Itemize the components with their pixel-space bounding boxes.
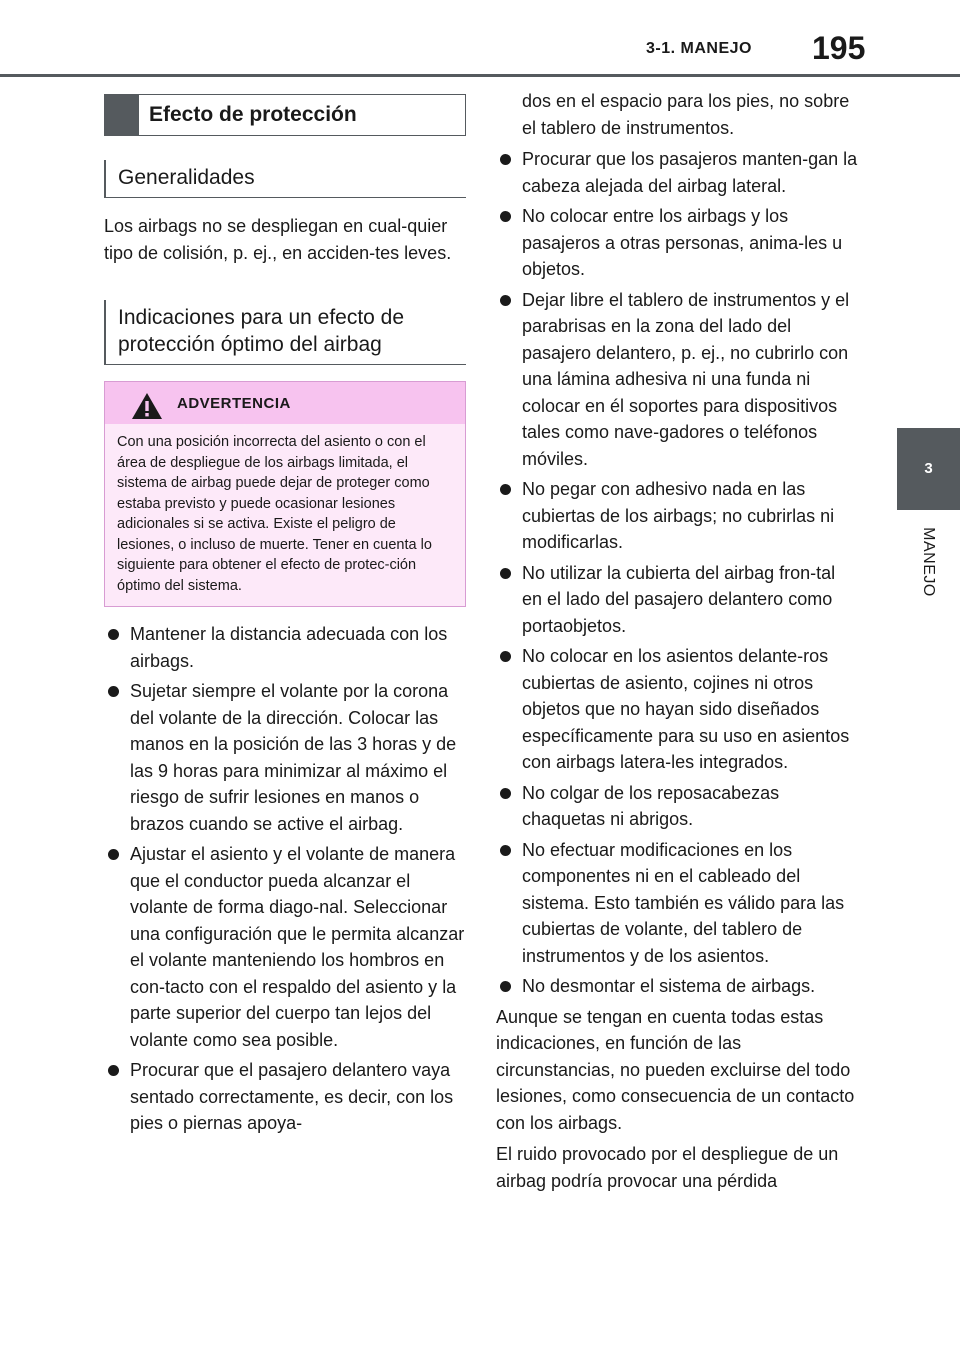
list-item: No desmontar el sistema de airbags.: [496, 973, 858, 1000]
header-divider: [0, 74, 960, 77]
warning-triangle-icon: [131, 392, 163, 420]
section-heading: Efecto de protección: [149, 103, 357, 126]
bullet-icon: [500, 845, 511, 856]
list-item: Sujetar siempre el volante por la corona del volante de la dirección. Colocar las manos en la posición de las 3 horas y de las 9 horas para minimizar al máximo el riesgo de sufrir lesiones en manos o brazos cuando se active el airbag.: [104, 678, 466, 837]
closing-paragraph-2: El ruido provocado por el despliegue de un airbag podría provocar una pérdida: [496, 1144, 839, 1191]
list-item: Dejar libre el tablero de instrumentos y el parabrisas en la zona del lado del pasajero delantero, p. ej., no cubrirlo con una lámina adhesiva ni una funda ni colocar en él soportes para dispositivos tales como nave-gadores o teléfonos móviles.: [496, 287, 858, 473]
list-item: No colocar en los asientos delante-ros cubiertas de asiento, cojines ni otros objetos que no hayan sido diseñados específicamente para su uso en asientos con airbags latera-les integrados.: [496, 643, 858, 776]
bullet-icon: [500, 981, 511, 992]
bullet-icon: [108, 686, 119, 697]
title-accent-bar: [105, 95, 139, 135]
bullet-icon: [500, 568, 511, 579]
bullet-icon: [500, 788, 511, 799]
subheading-indicaciones: Indicaciones para un efecto de protección óptimo del airbag: [104, 300, 466, 365]
closing-paragraph-1: Aunque se tengan en cuenta todas estas indicaciones, en función de las circunstancias, no pueden excluirse del todo lesiones, como consecuencia de un contacto con los airbags.: [496, 1006, 855, 1133]
warning-box: [104, 381, 466, 607]
list-item: No efectuar modificaciones en los componentes ni en el cableado del sistema. Esto también es válido para las cubiertas de volante, del tablero de instrumentos y de los asientos.: [496, 837, 858, 970]
bullet-icon: [500, 211, 511, 222]
list-item: Procurar que los pasajeros manten-gan la cabeza alejada del airbag lateral.: [496, 146, 858, 199]
page-number: 195: [812, 30, 866, 66]
list-item: Ajustar el asiento y el volante de manera que el conductor pueda alcanzar el volante de forma diago-nal. Seleccionar una configuración que le permita alcanzar el volante manteniendo los hombros en con-tacto con el respaldo del asiento y la parte superior del cuerpo tan lejos del volante como sea posible.: [104, 841, 466, 1053]
right-column: [496, 88, 858, 1194]
chapter-tab[interactable]: 3: [897, 428, 960, 510]
bullet-icon: [108, 1065, 119, 1076]
section-title: 3-1. MANEJO: [646, 40, 752, 57]
continuation-text: dos en el espacio para los pies, no sobre el tablero de instrumentos.: [522, 91, 850, 138]
list-item: No pegar con adhesivo nada en las cubiertas de los airbags; no cubrirlas ni modificarlas.: [496, 476, 858, 556]
bullet-icon: [500, 295, 511, 306]
subheading-generalidades: Generalidades: [104, 160, 466, 198]
section-title-box: [104, 94, 466, 136]
bullet-icon: [108, 629, 119, 640]
bullet-icon: [108, 849, 119, 860]
chapter-label-text: MANEJO: [920, 527, 937, 597]
chapter-label: [895, 521, 960, 603]
list-item: Procurar que el pasajero delantero vaya sentado correctamente, es decir, con los pies o piernas apoya-: [104, 1057, 466, 1137]
list-item: No colgar de los reposacabezas chaquetas ni abrigos.: [496, 780, 858, 833]
list-item: No colocar entre los airbags y los pasajeros a otras personas, anima-les u objetos.: [496, 203, 858, 283]
warning-title: ADVERTENCIA: [177, 395, 291, 412]
list-item: No utilizar la cubierta del airbag fron-tal en el lado del pasajero delantero como portaobjetos.: [496, 560, 858, 640]
warning-body: Con una posición incorrecta del asiento o con el área de despliegue de los airbags limitada, el sistema de airbag puede dejar de proteger como estaba previsto y puede ocasionar lesiones adicionales si se activa. Existe el peligro de lesiones, o incluso de muerte. Tener en cuenta lo siguiente para obtener el efecto de protec-ción óptimo del sistema.: [105, 424, 465, 606]
warning-header: [105, 382, 465, 424]
bullet-icon: [500, 484, 511, 495]
bullet-icon: [500, 154, 511, 165]
bullet-list-right: [496, 146, 858, 1000]
list-item: Mantener la distancia adecuada con los airbags.: [104, 621, 466, 674]
bullet-icon: [500, 651, 511, 662]
left-column: [104, 94, 466, 1141]
intro-paragraph: Los airbags no se despliegan en cual-quier tipo de colisión, p. ej., en acciden-tes leves.: [104, 216, 452, 263]
bullet-list-left: [104, 621, 466, 1137]
